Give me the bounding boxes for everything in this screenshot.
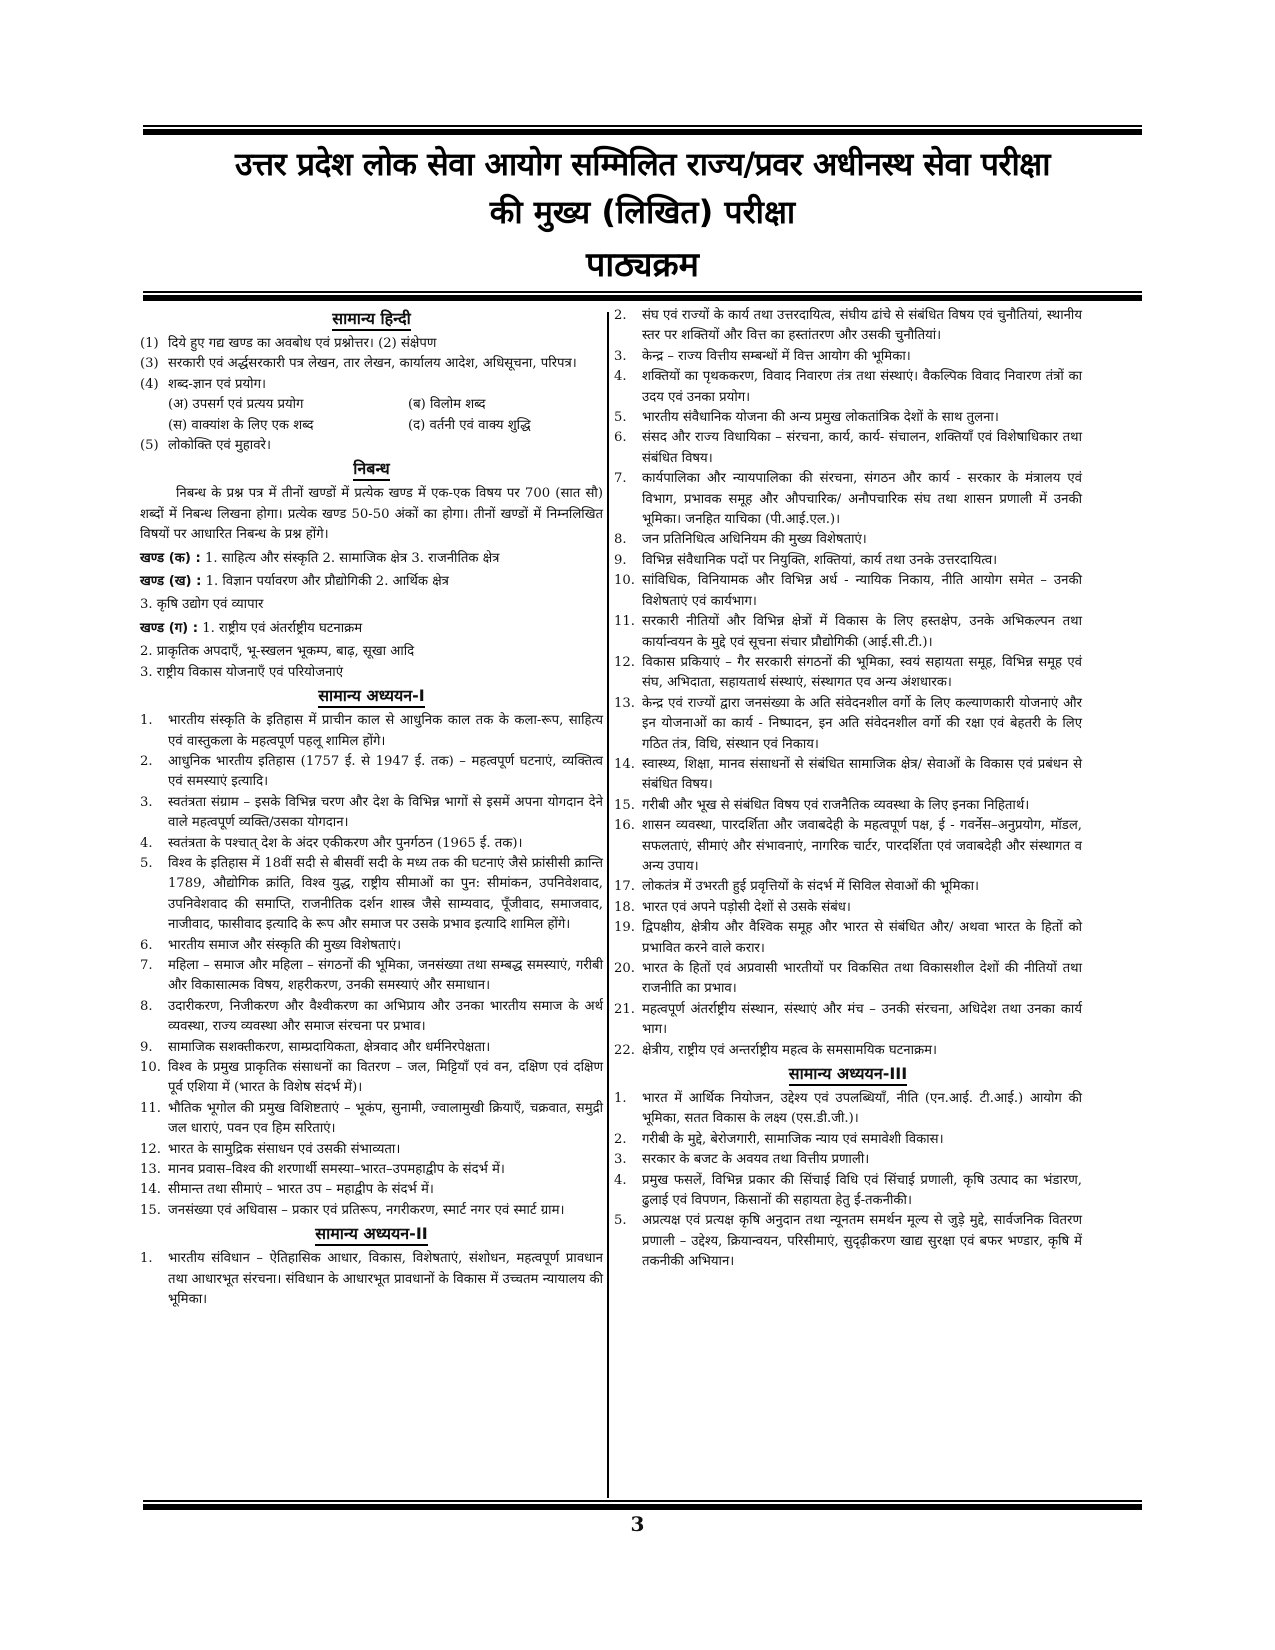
item-text: शासन व्यवस्था, पारदर्शिता और जवाबदेही के महत्वपूर्ण पक्ष, ई - गवर्नेस–अनुप्रयोग, मॉडल, सफलताएं, सीमाएं और संभावनाएं, नागरिक चार्टर, पारदर्शिता एवं जवाबदेही और संस्थागत व अन्य उपाय। [642,818,1082,874]
right-column [614,306,1082,1273]
item-text: भारतीय समाज और संस्कृति की मुख्य विशेषताएं। [168,937,402,953]
item-text: विकास प्रकियाएं – गैर सरकारी संगठनों की भूमिका, स्वयं सहायता समूह, विभिन्न समूह एवं संघ, अभिदाता, सहायतार्थ संस्थाएं, संस्थागत एव अन्य अंशधारक। [642,654,1082,691]
item-number: 15. [614,797,635,813]
khand-line: 3. कृषि उद्योग एवं व्यापार [140,597,264,613]
list-item [140,1180,603,1200]
item-number: (3) [140,356,159,372]
gs2-list-left [140,1249,603,1310]
list-item [614,347,1082,367]
header-bottom-rule [143,291,1142,301]
hindi-subitem: (अ) उपसर्ग एवं प्रत्यय प्रयोग [168,397,304,413]
item-number: 1. [614,1091,627,1107]
list-item [140,752,603,793]
item-text: सांविधिक, विनियामक और विभिन्न अर्ध - न्यायिक निकाय, नीति आयोग समेत – उनकी विशेषताएं एवं कार्यभाग। [642,573,1082,609]
item-text: स्वतंत्रता के पश्चात् देश के अंदर एकीकरण और पुनर्गठन (1965 ई. तक)। [168,835,523,851]
list-item [614,1089,1082,1130]
item-number: 9. [140,1039,153,1055]
list-item [140,997,603,1038]
item-text: संसद और राज्य विधायिका – संरचना, कार्य, कार्य- संचालन, शक्तियाँ एवं विशेषाधिकार तथा संबंधित विषय। [642,430,1082,466]
item-text: गरीबी और भूख से संबंधित विषय एवं राजनैतिक व्यवस्था के लिए इनका निहितार्थ। [642,797,1030,813]
hindi-subitem: (द) वर्तनी एवं वाक्य शुद्धि [408,417,531,433]
item-text: द्विपक्षीय, क्षेत्रीय और वैश्विक समूह और भारत से संबंधित और/ अथवा भारत के हितों को प्रभावित करने वाले करार। [642,920,1082,956]
list-item [614,428,1082,469]
item-text: कार्यपालिका और न्यायपालिका की संरचना, संगठन और कार्य - सरकार के मंत्रालय एवं विभाग, प्रभावक समूह और औपचारिक/ अनौपचारिक संघ तथा शासन प्रणाली में उनकी भूमिका। जनहित याचिका (पी.आई.एल.)। [642,471,1082,528]
list-item [614,1171,1082,1212]
item-text: सरकार के बजट के अवयव तथा वित्तीय प्रणाली। [642,1152,870,1168]
list-item [140,1160,603,1180]
header-top-rule [143,125,1142,135]
list-item [140,1099,603,1140]
list-item [140,956,603,997]
hindi-subitem: (ब) विलोम शब्द [408,397,486,413]
item-number: 6. [140,937,153,953]
essay-khand-ka [140,549,603,569]
item-number: 14. [614,756,635,772]
item-text: भारत के हितों एवं अप्रवासी भारतीयों पर विकसित तथा विकासशील देशों की नीतियों तथा राजनीति का प्रभाव। [642,961,1082,997]
item-number: (4) [140,376,159,392]
item-number: 14. [140,1182,161,1198]
list-item [614,1000,1082,1041]
gs3-list [614,1089,1082,1273]
khand-label: खण्ड (ग) : [140,620,199,636]
list-item [614,898,1082,918]
item-text: केन्द्र एवं राज्यों द्वारा जनसंख्या के अति संवेदनशील वर्गो के लिए कल्याणकारी योजनाएं और इन योजनाओं का कार्य - निष्पादन, इन अति संवेदनशील वर्गो की रक्षा एवं बेहतरी के लिए गठित तंत्र, विधि, संस्थान एवं निकाय। [642,695,1082,752]
list-item [614,1211,1082,1272]
item-number: 20. [614,961,635,976]
item-number: 3. [614,1152,627,1168]
list-item [614,1150,1082,1170]
list-item [614,694,1082,755]
hindi-subitems-row [140,416,603,436]
item-number: 3. [140,794,153,810]
list-item [140,854,603,936]
khand-text: 1. विज्ञान पर्यावरण और प्रौद्योगिकी 2. आर्थिक क्षेत्र [201,574,449,590]
item-number: 5. [140,855,153,871]
section-heading-gs3: सामान्य अध्ययन-III [614,1063,1082,1085]
gs2-list-right [614,306,1082,1061]
title-line-3: पाठ्यक्रम [586,245,699,285]
section-heading-gs2: सामान्य अध्ययन-II [140,1223,603,1245]
list-item [614,469,1082,530]
section-heading-gs1: सामान्य अध्ययन-I [140,685,603,707]
item-number: 9. [614,552,627,568]
item-text: संघ एवं राज्यों के कार्य तथा उत्तरदायित्व, संघीय ढांचे से संबंधित विषय एवं चुनौतियां, स्थानीय स्तर पर शक्तियों और वित्त का हस्तांतरण और उसकी चुनौतियां। [642,308,1082,344]
item-number: 1. [140,1251,153,1267]
list-item [140,436,603,456]
item-number: 5. [614,1213,627,1229]
item-number: 12. [614,654,635,670]
item-text: शक्तियों का पृथककरण, विवाद निवारण तंत्र तथा संस्थाएं। वैकल्पिक विवाद निवारण तंत्रों का उदय एवं उनका प्रयोग। [642,369,1082,405]
item-text: सामाजिक सशक्तीकरण, साम्प्रदायिकता, क्षेत्रवाद और धर्मनिरपेक्षता। [168,1039,491,1055]
item-number: 7. [614,471,627,487]
item-text: भौतिक भूगोल की प्रमुख विशिष्टताएं – भूकंप, सुनामी, ज्वालामुखी क्रियाएँ, चक्रवात, समुद्री जल धाराएं, पवन एव हिम सरिताएं। [168,1100,603,1137]
item-text: विश्व के इतिहास में 18वीं सदी से बीसवीं सदी के मध्य तक की घटनाएं जैसे फ्रांसीसी क्रान्ति 1789, औद्योगिक क्रांति, विश्व युद्ध, राष्ट्रीय सीमाओं का पुन: सीमांकन, उपनिवेशवाद, उपनिवेशवाद की समाप्ति, राजनीतिक दर्शन शास्त्र जैसे साम्यवाद, पूँजीवाद, समाजवाद, नाजीवाद, फासीवाद इत्यादि के रूप और समाज पर उसके प्रभाव इत्यादि शामिल होंगे। [168,855,603,933]
list-item [614,959,1082,1000]
item-text: भारतीय संवैधानिक योजना की अन्य प्रमुख लोकतांत्रिक देशों के साथ तुलना। [642,410,999,426]
item-text: भारत एवं अपने पड़ोसी देशों से उसके संबंध। [642,899,851,915]
item-text: प्रमुख फसलें, विभिन्न प्रकार की सिंचाई विधि एवं सिंचाई प्रणाली, कृषि उत्पाद का भंडारण, ढुलाई एवं विपणन, किसानों की सहायता हेतु ई-तकनीकी। [642,1172,1082,1209]
column-divider [607,312,609,1498]
list-item [614,918,1082,959]
list-item [614,530,1082,550]
list-item [614,367,1082,408]
list-item [614,796,1082,816]
essay-khand-ga [140,619,603,639]
list-item [140,334,603,354]
item-text: मानव प्रवास–विश्व की शरणार्थी समस्या–भारत–उपमहाद्वीप के संदर्भ में। [168,1162,505,1178]
item-number: 6. [614,430,627,446]
title-line-1: उत्तर प्रदेश लोक सेवा आयोग सम्मिलित राज्य/प्रवर अधीनस्थ सेवा परीक्षा [234,145,1051,183]
item-number: 12. [140,1141,161,1157]
item-number: 11. [614,614,635,630]
list-item [614,612,1082,653]
list-item [614,653,1082,694]
hindi-subitems-row [140,395,603,415]
list-item [140,1058,603,1099]
item-text: महत्वपूर्ण अंतर्राष्ट्रीय संस्थान, संस्थाएं और मंच – उनकी संरचना, अधिदेश तथा उनका कार्य भाग। [642,1001,1082,1038]
item-text: भारतीय संस्कृति के इतिहास में प्राचीन काल से आधुनिक काल तक के कला-रूप, साहित्य एवं वास्तुकला के महत्वपूर्ण पहलू शामिल होंगे। [168,713,603,749]
item-number: 16. [614,818,635,834]
khand-text: 1. राष्ट्रीय एवं अंतर्राष्ट्रीय घटनाक्रम [198,620,363,636]
item-number: 10. [140,1060,161,1075]
item-number: 4. [614,369,627,385]
item-number: 1. [140,713,153,729]
item-number: (1) [140,336,159,351]
list-item [614,306,1082,347]
item-text: शब्द-ज्ञान एवं प्रयोग। [168,376,267,392]
list-item [140,1140,603,1160]
item-text: लोकोक्ति एवं मुहावरे। [168,438,271,454]
list-item [140,834,603,854]
item-number: 8. [614,532,627,548]
khand-label: खण्ड (ख) : [140,574,202,590]
item-number: 15. [140,1202,161,1218]
item-text: क्षेत्रीय, राष्ट्रीय एवं अन्तर्राष्ट्रीय महत्व के समसामयिक घटनाक्रम। [642,1042,938,1058]
list-item [140,1249,603,1310]
item-text: अप्रत्यक्ष एवं प्रत्यक्ष कृषि अनुदान तथा न्यूनतम समर्थन मूल्य से जुड़े मुद्दे, सार्वजनिक वितरण प्रणाली – उद्देश्य, क्रियान्वयन, परिसीमाएं, सुदृढ़ीकरण खाद्य सुरक्षा एवं बफर भण्डार, कृषि में तकनीकी अभियान। [642,1213,1082,1270]
item-text: सरकारी नीतियों और विभिन्न क्षेत्रों में विकास के लिए हस्तक्षेप, उनके अभिकल्पन तथा कार्यान्वयन के मुद्दे एवं सूचना संचार प्रौद्योगिकी (आई.सी.टी.)। [642,614,1082,650]
item-number: 2. [140,753,153,769]
item-number: 7. [140,957,153,973]
item-text: महिला – समाज और महिला – संगठनों की भूमिका, जनसंख्या तथा सम्बद्ध समस्याएं, गरीबी और विकासात्मक विषय, शहरीकरण, उनकी समस्याएं और समाधान। [168,957,603,994]
gs1-list [140,711,603,1221]
section-heading-essay: निबन्ध [140,458,603,480]
item-number: 3. [614,348,627,364]
item-number: 21. [614,1001,635,1017]
list-item [140,793,603,834]
list-item [614,408,1082,428]
item-text: उदारीकरण, निजीकरण और वैश्वीकरण का अभिप्राय और उनका भारतीय समाज के अर्थ व्यवस्था, राज्य व्यवस्था और समाज संरचना पर प्रभाव। [168,998,603,1035]
khand-line: 2. प्राकृतिक अपदाएँ, भू-स्खलन भूकम्प, बाढ़, सूखा आदि [140,644,415,660]
item-number: 5. [614,410,627,426]
item-number: 2. [614,1131,627,1147]
item-number: 13. [140,1162,161,1178]
list-item [614,1130,1082,1150]
list-item [140,711,603,752]
item-text: भारत में आर्थिक नियोजन, उद्देश्य एवं उपलब्धियाँ, नीति (एन.आई. टी.आई.) आयोग की भूमिका, सतत विकास के लक्ष्य (एस.डी.जी.)। [642,1091,1082,1127]
item-text: जनसंख्या एवं अधिवास – प्रकार एवं प्रतिरूप, नगरीकरण, स्मार्ट नगर एवं स्मार्ट ग्राम। [168,1202,565,1218]
list-item [614,877,1082,897]
item-text: जन प्रतिनिधित्व अधिनियम की मुख्य विशेषताएं। [642,532,867,548]
item-text: लोकतंत्र में उभरती हुई प्रवृत्तियों के संदर्भ में सिविल सेवाओं की भूमिका। [642,879,980,895]
hindi-subitem: (स) वाक्यांश के लिए एक शब्द [168,417,314,433]
item-number: 8. [140,998,153,1014]
item-number: 2. [614,308,627,323]
item-text: दिये हुए गद्य खण्ड का अवबोध एवं प्रश्नोत्तर। (2) संक्षेपण [168,336,437,351]
item-number: 4. [614,1172,627,1188]
item-text: सीमान्त तथा सीमाएं – भारत उप – महाद्वीप के संदर्भ में। [168,1182,434,1198]
item-text: सरकारी एवं अर्द्धसरकारी पत्र लेखन, तार लेखन, कार्यालय आदेश, अधिसूचना, परिपत्र। [168,356,577,372]
item-text: भारत के सामुद्रिक संसाधन एवं उसकी संभाव्यता। [168,1141,401,1157]
item-number: 10. [614,573,635,589]
essay-khand-kha [140,572,603,592]
section-heading-hindi: सामान्य हिन्दी [140,308,603,330]
essay-paragraph: निबन्ध के प्रश्न पत्र में तीनों खण्डों में प्रत्येक खण्ड में एक-एक विषय पर 700 (सात सौ) शब्दों में निबन्ध लिखना होगा। प्रत्येक खण्ड 50-50 अंकों का होगा। तीनों खण्डों में निम्नलिखित विषयों पर आधारित निबन्ध के प्रश्न होंगे। [140,486,603,543]
title-line-2: की मुख्य (लिखित) परीक्षा [489,193,796,231]
item-number: 4. [140,835,153,851]
khand-line: 3. राष्ट्रीय विकास योजनाएँ एवं परियोजनाएं [140,664,344,680]
item-number: 17. [614,879,635,895]
khand-label: खण्ड (क) : [140,550,201,566]
item-text: स्वतंत्रता संग्राम – इसके विभिन्न चरण और देश के विभिन्न भागों से इसमें अपना योगदान देने वाले महत्वपूर्ण व्यक्ति/उसका योगदान। [168,794,603,831]
item-text: आधुनिक भारतीय इतिहास (1757 ई. से 1947 ई. तक) – महत्वपूर्ण घटनाएं, व्यक्तित्व एवं समस्याएं इत्यादि। [168,753,603,790]
hindi-list [140,334,603,395]
item-text: गरीबी के मुद्दे, बेरोजगारी, सामाजिक न्याय एवं समावेशी विकास। [642,1131,944,1147]
item-text: स्वास्थ्य, शिक्षा, मानव संसाधनों से संबंधित सामाजिक क्षेत्र/ सेवाओं के विकास एवं प्रबंधन से संबंधित विषय। [642,756,1082,793]
item-number: 11. [140,1100,161,1116]
item-number: 18. [614,899,635,915]
list-item [614,1041,1082,1061]
list-item [140,354,603,374]
item-number: (5) [140,438,159,454]
item-text: विभिन्न संवैधानिक पदों पर नियुक्ति, शक्तियां, कार्य तथा उनके उत्तरदायित्व। [642,552,998,568]
khand-text: 1. साहित्य और संस्कृति 2. सामाजिक क्षेत्र 3. राजनीतिक क्षेत्र [200,550,500,566]
item-text: भारतीय संविधान – ऐतिहासिक आधार, विकास, विशेषताएं, संशोधन, महत्वपूर्ण प्रावधान तथा आधारभूत संरचना। संविधान के आधारभूत प्रावधानों के विकास में उच्चतम न्यायालय की भूमिका। [168,1251,603,1308]
item-number: 13. [614,695,635,711]
footer-rule [143,1500,1142,1510]
list-item [140,936,603,956]
list-item [140,375,603,395]
list-item [614,571,1082,612]
list-item [140,1038,603,1058]
list-item [614,755,1082,796]
list-item [614,816,1082,877]
list-item [614,551,1082,571]
item-text: विश्व के प्रमुख प्राकृतिक संसाधनों का वितरण – जल, मिट्टियाँ एवं वन, दक्षिण एवं दक्षिण पूर्व एशिया में (भारत के विशेष संदर्भ में)। [168,1060,603,1096]
list-item [140,1201,603,1221]
left-column [140,306,603,1310]
item-number: 22. [614,1042,635,1058]
page-number: 3 [630,1512,645,1536]
item-text: केन्द्र – राज्य वित्तीय सम्बन्धों में वित्त आयोग की भूमिका। [642,348,911,364]
item-number: 19. [614,920,635,936]
